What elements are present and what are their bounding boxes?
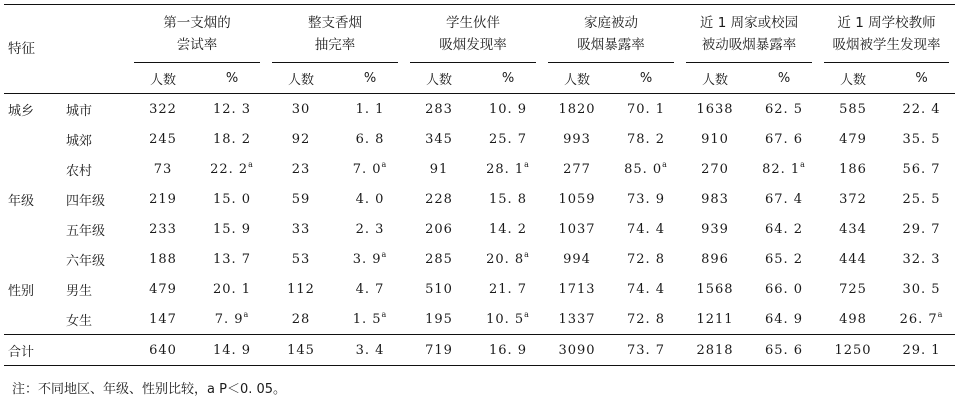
subgroup-cell: 四年级 xyxy=(66,193,106,209)
percent-cell xyxy=(888,154,955,184)
count-cell: 206 xyxy=(425,221,453,237)
table-row xyxy=(4,304,955,335)
count-cell: 59 xyxy=(291,191,311,207)
feature-cell xyxy=(4,304,62,335)
group-header-line1: 近 1 周家或校园 xyxy=(699,15,799,31)
table-row xyxy=(4,184,955,214)
count-header: 人数 xyxy=(818,63,888,94)
percent-value: 20. 8 xyxy=(486,251,525,267)
percent-value: 25. 5 xyxy=(902,191,941,207)
percent-value: 12. 3 xyxy=(212,101,252,117)
table-body xyxy=(4,94,955,366)
group-header-line2: 尝试率 xyxy=(176,37,218,53)
count-cell: 322 xyxy=(149,101,177,117)
percent-cell xyxy=(336,154,404,184)
percent-value: 72. 8 xyxy=(626,251,666,267)
percent-cell xyxy=(750,124,818,154)
count-cell: 23 xyxy=(291,161,311,177)
count-cell: 1037 xyxy=(558,221,596,237)
count-cell: 188 xyxy=(149,251,177,267)
percent-value: 64. 2 xyxy=(764,221,804,237)
count-cell: 228 xyxy=(425,191,453,207)
percent-value: 6. 8 xyxy=(355,131,385,147)
subgroup-cell: 六年级 xyxy=(66,253,106,269)
percent-cell xyxy=(612,124,680,154)
count-header: 人数 xyxy=(542,63,612,94)
percent-cell xyxy=(750,304,818,335)
significance-mark: a xyxy=(524,159,530,169)
group-header xyxy=(818,5,955,64)
percent-value: 21. 7 xyxy=(488,281,528,297)
percent-value: 2. 3 xyxy=(355,221,385,237)
percent-cell xyxy=(750,94,818,125)
percent-cell xyxy=(198,94,266,125)
percent-cell xyxy=(612,244,680,274)
group-header-line2: 抽完率 xyxy=(314,37,356,53)
count-cell: 33 xyxy=(291,221,311,237)
count-cell: 270 xyxy=(701,161,729,177)
group-header-line1: 第一支烟的 xyxy=(163,15,231,31)
group-header-line1: 整支香烟 xyxy=(308,15,362,31)
percent-value: 22. 2 xyxy=(210,161,249,177)
percent-cell xyxy=(612,274,680,304)
percent-cell xyxy=(198,304,266,335)
percent-cell xyxy=(336,94,404,125)
percent-cell xyxy=(612,184,680,214)
percent-value: 74. 4 xyxy=(626,221,666,237)
percent-cell xyxy=(888,304,955,335)
percent-cell xyxy=(198,154,266,184)
count-cell: 195 xyxy=(425,311,453,327)
count-cell: 53 xyxy=(291,251,311,267)
percent-value: 56. 7 xyxy=(902,161,941,177)
percent-value: 67. 6 xyxy=(764,131,804,147)
percent-value: 30. 5 xyxy=(902,281,941,297)
percent-value: 14. 2 xyxy=(488,221,528,237)
count-cell: 939 xyxy=(701,221,729,237)
percent-value: 7. 9 xyxy=(214,311,244,327)
table-row xyxy=(4,94,955,125)
percent-value: 67. 4 xyxy=(764,191,804,207)
percent-value: 15. 8 xyxy=(488,191,528,207)
group-header xyxy=(404,5,542,64)
group-header-line1: 家庭被动 xyxy=(584,15,638,31)
total-count-cell: 3090 xyxy=(542,335,612,366)
count-cell: 112 xyxy=(287,281,315,297)
count-cell: 983 xyxy=(701,191,729,207)
percent-value: 10. 9 xyxy=(488,101,528,117)
percent-cell xyxy=(888,94,955,125)
total-count-cell: 145 xyxy=(266,335,336,366)
percent-cell xyxy=(474,214,542,244)
percent-header: % xyxy=(198,63,266,94)
significance-mark: a xyxy=(662,159,668,169)
percent-value: 4. 7 xyxy=(355,281,385,297)
significance-mark: a xyxy=(937,309,944,319)
subgroup-cell: 城郊 xyxy=(66,133,93,149)
percent-cell xyxy=(750,154,818,184)
table-row xyxy=(4,124,955,154)
percent-cell xyxy=(888,124,955,154)
count-cell: 1713 xyxy=(558,281,596,297)
count-cell: 725 xyxy=(839,281,867,297)
percent-cell xyxy=(612,154,680,184)
significance-mark: a xyxy=(524,249,530,259)
feature-cell xyxy=(4,154,62,184)
count-cell: 277 xyxy=(563,161,591,177)
group-header xyxy=(542,5,680,64)
significance-mark: a xyxy=(248,159,254,169)
percent-value: 72. 8 xyxy=(626,311,666,327)
percent-cell xyxy=(474,274,542,304)
percent-value: 29. 7 xyxy=(902,221,941,237)
count-cell: 147 xyxy=(149,311,177,327)
percent-cell xyxy=(612,304,680,335)
percent-header: % xyxy=(750,63,818,94)
percent-cell xyxy=(198,214,266,244)
total-row xyxy=(4,335,955,366)
group-header-line1: 学生伙伴 xyxy=(446,15,500,31)
significance-mark: a xyxy=(524,309,530,319)
count-cell: 1568 xyxy=(696,281,734,297)
group-header-line2: 被动吸烟暴露率 xyxy=(701,37,797,53)
significance-mark: a xyxy=(381,309,388,319)
feature-header: 特征 xyxy=(4,5,128,94)
count-cell: 186 xyxy=(839,161,867,177)
feature-cell: 城乡 xyxy=(8,103,35,119)
count-cell: 585 xyxy=(839,101,867,117)
significance-mark: a xyxy=(381,159,388,169)
percent-value: 64. 9 xyxy=(764,311,804,327)
significance-mark: a xyxy=(800,159,806,169)
count-header: 人数 xyxy=(266,63,336,94)
count-cell: 91 xyxy=(429,161,449,177)
percent-cell xyxy=(888,274,955,304)
percent-cell xyxy=(336,244,404,274)
percent-cell xyxy=(750,244,818,274)
significance-mark: a xyxy=(243,309,250,319)
total-count-cell: 719 xyxy=(404,335,474,366)
percent-cell xyxy=(474,94,542,125)
percent-cell xyxy=(474,244,542,274)
table-header xyxy=(4,5,955,94)
count-cell: 345 xyxy=(425,131,453,147)
percent-cell xyxy=(474,304,542,335)
percent-value: 65. 2 xyxy=(764,251,804,267)
count-cell: 73 xyxy=(153,161,173,177)
percent-value: 85. 0 xyxy=(624,161,663,177)
smoking-statistics-table xyxy=(4,4,955,366)
group-header-line2: 吸烟暴露率 xyxy=(577,37,645,53)
percent-cell xyxy=(474,124,542,154)
percent-value: 74. 4 xyxy=(626,281,666,297)
total-percent-cell: 16. 9 xyxy=(474,335,542,366)
count-cell: 372 xyxy=(839,191,867,207)
percent-value: 1. 5 xyxy=(352,311,382,327)
percent-cell xyxy=(198,124,266,154)
percent-value: 13. 7 xyxy=(212,251,252,267)
percent-value: 4. 0 xyxy=(355,191,385,207)
table-row xyxy=(4,274,955,304)
total-percent-cell: 65. 6 xyxy=(750,335,818,366)
count-cell: 245 xyxy=(149,131,177,147)
percent-cell xyxy=(612,214,680,244)
percent-cell xyxy=(750,274,818,304)
total-percent-cell: 29. 1 xyxy=(888,335,955,366)
table-footnote: 注：不同地区、年级、性别比较，a P＜0. 05。 xyxy=(12,382,287,397)
count-cell: 498 xyxy=(839,311,867,327)
subgroup-cell: 女生 xyxy=(66,313,93,329)
total-label: 合计 xyxy=(4,335,128,366)
group-header xyxy=(266,5,404,64)
percent-value: 10. 5 xyxy=(486,311,525,327)
percent-value: 20. 1 xyxy=(212,281,252,297)
percent-value: 25. 7 xyxy=(488,131,528,147)
percent-value: 15. 0 xyxy=(212,191,252,207)
group-header xyxy=(128,5,266,64)
count-cell: 1211 xyxy=(696,311,734,327)
percent-value: 15. 9 xyxy=(212,221,252,237)
count-cell: 910 xyxy=(701,131,729,147)
count-cell: 1820 xyxy=(558,101,596,117)
percent-value: 3. 9 xyxy=(352,251,382,267)
count-cell: 219 xyxy=(149,191,177,207)
count-cell: 1337 xyxy=(558,311,596,327)
header-row-units xyxy=(4,63,955,94)
significance-mark: a xyxy=(381,249,388,259)
percent-cell xyxy=(750,184,818,214)
count-cell: 28 xyxy=(291,311,311,327)
table-row xyxy=(4,214,955,244)
count-cell: 30 xyxy=(291,101,311,117)
count-cell: 1638 xyxy=(696,101,734,117)
percent-cell xyxy=(198,184,266,214)
percent-value: 7. 0 xyxy=(352,161,382,177)
percent-value: 35. 5 xyxy=(902,131,941,147)
count-cell: 92 xyxy=(291,131,311,147)
total-count-cell: 640 xyxy=(128,335,198,366)
count-cell: 896 xyxy=(701,251,729,267)
percent-value: 1. 1 xyxy=(355,101,385,117)
total-percent-cell: 73. 7 xyxy=(612,335,680,366)
percent-header: % xyxy=(612,63,680,94)
total-percent-cell: 14. 9 xyxy=(198,335,266,366)
percent-value: 62. 5 xyxy=(764,101,804,117)
total-percent-cell: 3. 4 xyxy=(336,335,404,366)
percent-cell xyxy=(474,184,542,214)
percent-cell xyxy=(198,244,266,274)
count-cell: 233 xyxy=(149,221,177,237)
count-cell: 479 xyxy=(149,281,177,297)
percent-value: 26. 7 xyxy=(899,311,938,327)
count-cell: 283 xyxy=(425,101,453,117)
subgroup-cell: 五年级 xyxy=(66,223,106,239)
percent-cell xyxy=(474,154,542,184)
percent-value: 18. 2 xyxy=(212,131,252,147)
percent-header: % xyxy=(474,63,542,94)
percent-cell xyxy=(888,244,955,274)
percent-cell xyxy=(336,304,404,335)
percent-cell xyxy=(750,214,818,244)
data-table-wrapper xyxy=(4,4,944,397)
count-cell: 1059 xyxy=(558,191,596,207)
percent-value: 70. 1 xyxy=(626,101,666,117)
feature-cell xyxy=(4,244,62,274)
group-header-line2: 吸烟发现率 xyxy=(439,37,507,53)
feature-cell xyxy=(4,214,62,244)
percent-header: % xyxy=(888,63,955,94)
count-cell: 434 xyxy=(839,221,867,237)
percent-cell xyxy=(336,184,404,214)
subgroup-cell: 城市 xyxy=(66,103,93,119)
percent-cell xyxy=(888,214,955,244)
header-row-groups xyxy=(4,5,955,64)
percent-cell xyxy=(336,274,404,304)
count-header: 人数 xyxy=(680,63,750,94)
percent-cell xyxy=(198,274,266,304)
total-count-cell: 2818 xyxy=(680,335,750,366)
percent-value: 73. 9 xyxy=(626,191,666,207)
group-header xyxy=(680,5,818,64)
subgroup-cell: 农村 xyxy=(66,163,93,179)
percent-value: 82. 1 xyxy=(762,161,801,177)
count-cell: 510 xyxy=(425,281,453,297)
percent-cell xyxy=(888,184,955,214)
percent-value: 78. 2 xyxy=(626,131,666,147)
percent-value: 22. 4 xyxy=(902,101,941,117)
group-header-line1: 近 1 周学校教师 xyxy=(837,15,936,31)
percent-cell xyxy=(336,124,404,154)
subgroup-cell: 男生 xyxy=(66,283,93,299)
percent-cell xyxy=(612,94,680,125)
percent-value: 32. 3 xyxy=(902,251,941,267)
count-cell: 444 xyxy=(839,251,867,267)
total-count-cell: 1250 xyxy=(818,335,888,366)
group-header-line2: 吸烟被学生发现率 xyxy=(832,37,941,53)
percent-header: % xyxy=(336,63,404,94)
count-header: 人数 xyxy=(128,63,198,94)
percent-value: 66. 0 xyxy=(764,281,804,297)
feature-cell: 年级 xyxy=(8,193,35,209)
table-row xyxy=(4,154,955,184)
count-cell: 285 xyxy=(425,251,453,267)
count-cell: 479 xyxy=(839,131,867,147)
table-row xyxy=(4,244,955,274)
count-header: 人数 xyxy=(404,63,474,94)
count-cell: 994 xyxy=(563,251,591,267)
percent-cell xyxy=(336,214,404,244)
count-cell: 993 xyxy=(563,131,591,147)
feature-cell: 性别 xyxy=(8,283,35,299)
percent-value: 28. 1 xyxy=(486,161,525,177)
feature-cell xyxy=(4,124,62,154)
